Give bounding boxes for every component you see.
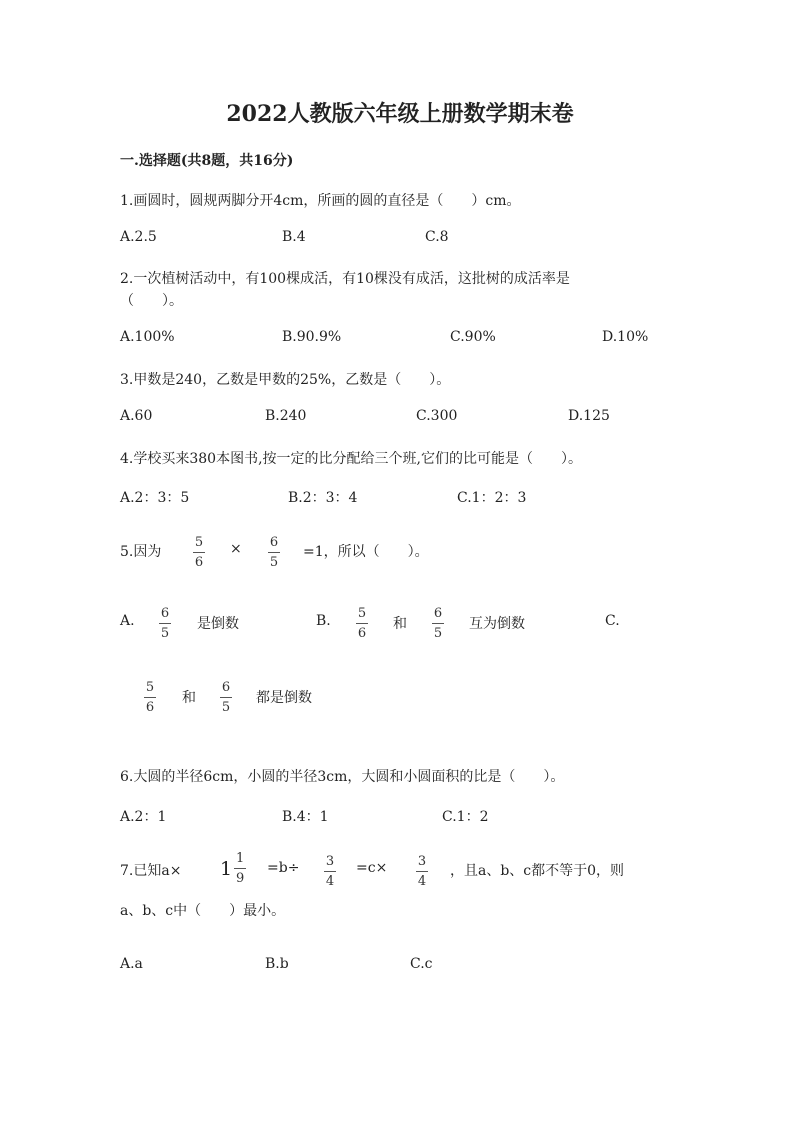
fraction-bar bbox=[268, 552, 280, 553]
question-1-text: 1.画圆时，圆规两脚分开4cm，所画的圆的直径是（ ）cm。 bbox=[120, 193, 521, 209]
question-5-option-b-text: 互为倒数 bbox=[469, 616, 525, 632]
question-2-option-c[interactable]: C.90% bbox=[450, 329, 496, 345]
fraction-denominator: 5 bbox=[269, 555, 279, 570]
question-5-option-c-and: 和 bbox=[182, 690, 196, 706]
fraction-denominator: 6 bbox=[145, 700, 155, 715]
fraction-numerator: 6 bbox=[269, 535, 279, 550]
fraction-numerator: 5 bbox=[145, 680, 155, 695]
fraction-six-fifths bbox=[432, 607, 444, 640]
question-3-option-c[interactable]: C.300 bbox=[416, 408, 458, 424]
question-7-prefix: 7.已知a× bbox=[120, 863, 182, 879]
fraction-bar bbox=[144, 697, 156, 698]
question-2-option-a[interactable]: A.100% bbox=[120, 329, 175, 345]
question-5-suffix: =1，所以（ ）。 bbox=[303, 544, 429, 560]
question-5-option-a-text: 是倒数 bbox=[197, 616, 239, 632]
fraction-denominator: 6 bbox=[357, 626, 367, 641]
question-5-option-a-label[interactable]: A. bbox=[120, 613, 135, 629]
question-6-option-a[interactable]: A.2：1 bbox=[120, 809, 167, 825]
question-3-option-b[interactable]: B.240 bbox=[265, 408, 307, 424]
question-4-option-b[interactable]: B.2：3：4 bbox=[288, 490, 358, 506]
fraction-denominator: 5 bbox=[160, 626, 170, 641]
mixed-number-whole: 1 bbox=[220, 857, 233, 880]
question-4-text: 4.学校买来380本图书,按一定的比分配给三个班,它们的比可能是（ ）。 bbox=[120, 451, 582, 467]
fraction-five-sixths bbox=[193, 536, 205, 569]
question-2-option-d[interactable]: D.10% bbox=[602, 329, 649, 345]
question-7-option-b[interactable]: B.b bbox=[265, 956, 289, 972]
question-5-option-b-label[interactable]: B. bbox=[316, 613, 331, 629]
fraction-five-sixths bbox=[356, 607, 368, 640]
question-5-option-c-text: 都是倒数 bbox=[256, 690, 312, 706]
fraction-three-quarters bbox=[324, 855, 336, 888]
fraction-three-quarters bbox=[416, 855, 428, 888]
page-title: 2022人教版六年级上册数学期末卷 bbox=[226, 101, 574, 127]
question-6-option-c[interactable]: C.1：2 bbox=[442, 809, 489, 825]
fraction-bar bbox=[356, 623, 368, 624]
question-2-text-line-1: 2.一次植树活动中，有100棵成活，有10棵没有成活，这批树的成活率是 bbox=[120, 271, 570, 287]
question-4-option-c[interactable]: C.1：2：3 bbox=[457, 490, 527, 506]
fraction-six-fifths bbox=[220, 681, 232, 714]
question-3-option-a[interactable]: A.60 bbox=[120, 408, 153, 424]
question-1-option-c[interactable]: C.8 bbox=[425, 229, 449, 245]
question-3-option-d[interactable]: D.125 bbox=[568, 408, 610, 424]
mixed-number-fraction bbox=[234, 852, 246, 885]
question-2-option-b[interactable]: B.90.9% bbox=[282, 329, 342, 345]
fraction-six-fifths bbox=[268, 536, 280, 569]
fraction-bar bbox=[193, 552, 205, 553]
question-7-option-a[interactable]: A.a bbox=[120, 956, 143, 972]
question-7-text-line-2: a、b、c中（ ）最小。 bbox=[120, 903, 286, 919]
question-5-option-c-label[interactable]: C. bbox=[605, 613, 620, 629]
fraction-denominator: 4 bbox=[417, 874, 427, 889]
fraction-bar bbox=[416, 871, 428, 872]
fraction-numerator: 6 bbox=[221, 680, 231, 695]
fraction-bar bbox=[234, 868, 246, 869]
fraction-bar bbox=[159, 623, 171, 624]
fraction-five-sixths bbox=[144, 681, 156, 714]
fraction-denominator: 9 bbox=[235, 871, 245, 886]
question-7-suffix: ，且a、b、c都不等于0，则 bbox=[450, 863, 625, 879]
fraction-denominator: 4 bbox=[325, 874, 335, 889]
fraction-numerator: 3 bbox=[417, 854, 427, 869]
fraction-denominator: 5 bbox=[221, 700, 231, 715]
fraction-bar bbox=[432, 623, 444, 624]
question-7-equals-b: =b÷ bbox=[267, 860, 300, 876]
question-6-text: 6.大圆的半径6cm，小圆的半径3cm，大圆和小圆面积的比是（ ）。 bbox=[120, 769, 565, 785]
times-sign: × bbox=[230, 541, 242, 557]
fraction-numerator: 6 bbox=[433, 606, 443, 621]
question-4-option-a[interactable]: A.2：3：5 bbox=[120, 490, 190, 506]
fraction-bar bbox=[324, 871, 336, 872]
fraction-numerator: 3 bbox=[325, 854, 335, 869]
question-1-option-b[interactable]: B.4 bbox=[282, 229, 306, 245]
fraction-numerator: 5 bbox=[357, 606, 367, 621]
question-7-equals-c: =c× bbox=[356, 860, 388, 876]
fraction-denominator: 6 bbox=[194, 555, 204, 570]
mixed-number-one-and-one-ninth bbox=[220, 852, 246, 885]
question-5-prefix: 5.因为 bbox=[120, 544, 162, 560]
question-6-option-b[interactable]: B.4：1 bbox=[282, 809, 329, 825]
question-5-option-b-and: 和 bbox=[393, 616, 407, 632]
question-7-option-c[interactable]: C.c bbox=[410, 956, 433, 972]
fraction-numerator: 1 bbox=[235, 851, 245, 866]
question-1-option-a[interactable]: A.2.5 bbox=[120, 229, 157, 245]
fraction-numerator: 5 bbox=[194, 535, 204, 550]
section-heading: 一.选择题(共8题，共16分) bbox=[120, 153, 294, 169]
fraction-denominator: 5 bbox=[433, 626, 443, 641]
question-2-text-line-2: （ ）。 bbox=[120, 293, 183, 309]
fraction-bar bbox=[220, 697, 232, 698]
fraction-six-fifths bbox=[159, 607, 171, 640]
question-3-text: 3.甲数是240，乙数是甲数的25%，乙数是（ ）。 bbox=[120, 372, 451, 388]
fraction-numerator: 6 bbox=[160, 606, 170, 621]
